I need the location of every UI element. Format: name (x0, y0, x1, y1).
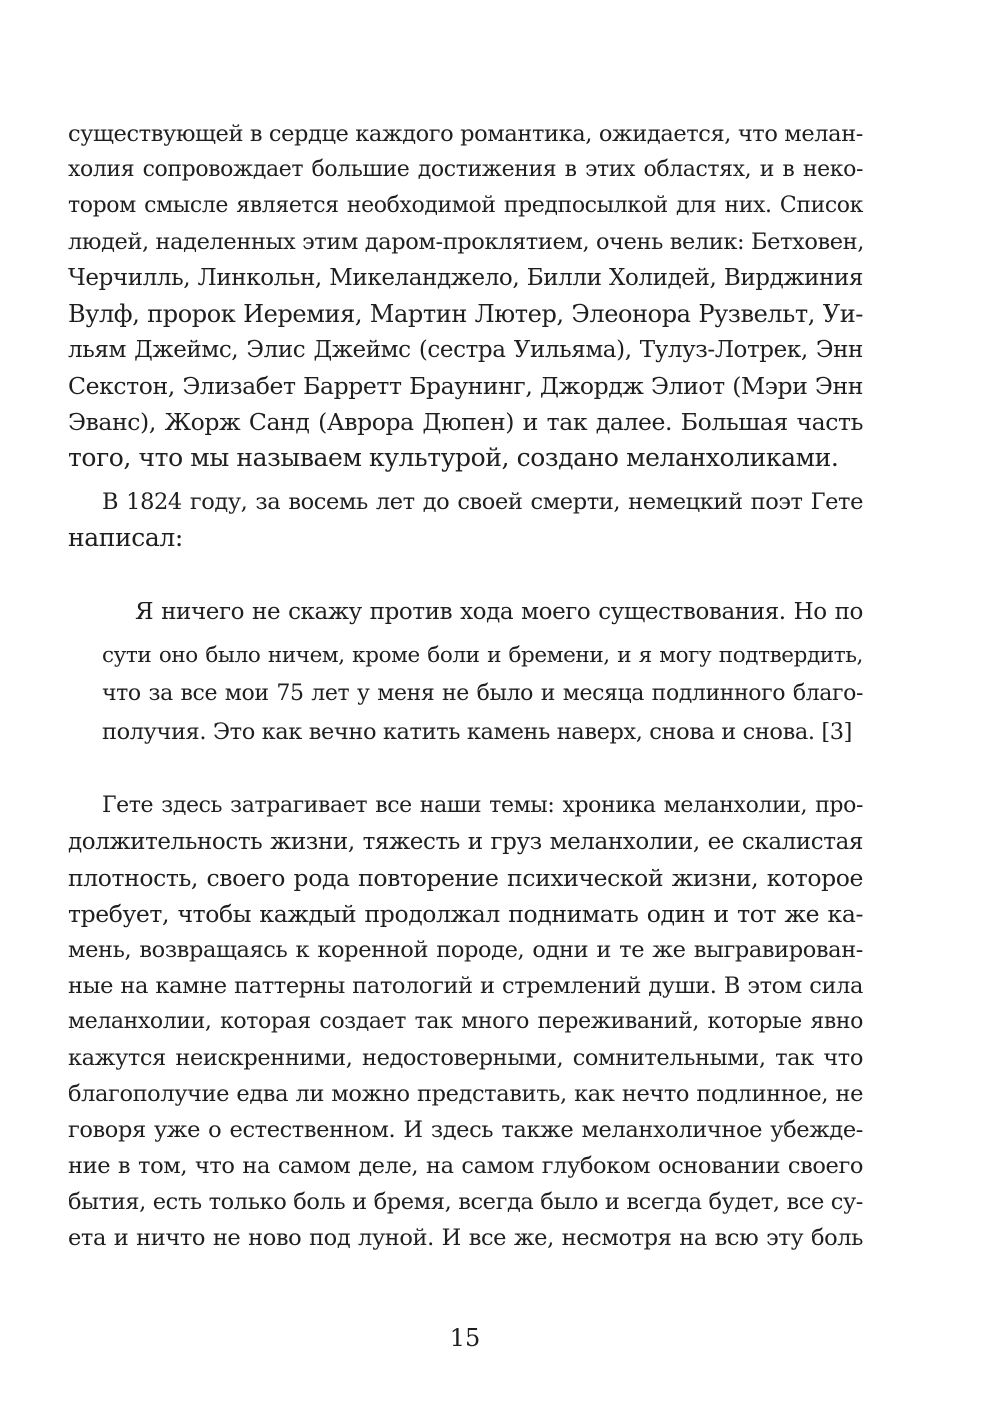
text-line: Черчилль, Линкольн, Микеланджело, Билли Холидей, Вирджиния (68, 265, 863, 291)
text-line: ета и ничто не ново под луной. И все же, несмотря на всю эту боль (68, 1225, 863, 1251)
page-number: 15 (449, 1324, 481, 1352)
text-line: мень, возвращаясь к коренной породе, одни и те же выгравирован- (68, 937, 863, 963)
text-line: должительность жизни, тяжесть и груз меланхолии, ее скалистая (68, 829, 863, 855)
quote-line: Я ничего не скажу против хода моего существования. Но по (135, 599, 863, 625)
text-line: того, что мы называем культурой, создано меланхоликами. (68, 443, 839, 472)
quote-line: сути оно было ничем, кроме боли и бремени, и я могу подтвердить, (102, 643, 863, 668)
text-line: людей, наделенных этим даром-проклятием, очень велик: Бетховен, (68, 229, 865, 255)
text-line: ные на камне паттерны патологий и стремлений души. В этом сила (68, 973, 863, 999)
text-line: льям Джеймс, Элис Джеймс (сестра Уильяма), Тулуз-Лотрек, Энн (68, 337, 863, 363)
text-line: тором смысле является необходимой предпосылкой для них. Список (68, 193, 863, 218)
text-line: кажутся неискренними, недостоверными, сомнительными, так что (68, 1045, 863, 1071)
text-line: бытия, есть только боль и бремя, всегда было и всегда будет, все су- (68, 1189, 863, 1215)
text-line: существующей в сердце каждого романтика, ожидается, что мелан- (68, 121, 863, 147)
text-line: говоря уже о естественном. И здесь также меланхоличное убежде- (68, 1117, 863, 1143)
text-line: меланхолии, которая создает так много переживаний, которые явно (68, 1009, 863, 1034)
text-line: Секстон, Элизабет Барретт Браунинг, Джордж Элиот (Мэри Энн (68, 372, 863, 400)
text-line: плотность, своего рода повторение психической жизни, которое (68, 864, 863, 892)
text-line: Гете здесь затрагивает все наши темы: хроника меланхолии, про- (102, 793, 863, 818)
text-line: написал: (68, 523, 183, 552)
quote-line: что за все мои 75 лет у меня не было и месяца подлинного благо- (102, 681, 863, 706)
text-line: благополучие едва ли можно представить, как нечто подлинное, не (68, 1081, 863, 1107)
quote-line: получия. Это как вечно катить камень наверх, снова и снова. [3] (102, 719, 853, 745)
text-line: требует, чтобы каждый продолжал поднимать один и тот же ка- (68, 900, 863, 928)
text-line: ние в том, что на самом деле, на самом глубоком основании своего (68, 1153, 863, 1179)
text-line: В 1824 году, за восемь лет до своей смерти, немецкий поэт Гете (102, 489, 863, 515)
text-line: Вулф, пророк Иеремия, Мартин Лютер, Элеонора Рузвельт, Уи- (68, 300, 863, 328)
text-line: Эванс), Жорж Санд (Аврора Дюпен) и так далее. Большая часть (68, 408, 863, 436)
text-line: холия сопровождает большие достижения в этих областях, и в неко- (68, 157, 863, 182)
